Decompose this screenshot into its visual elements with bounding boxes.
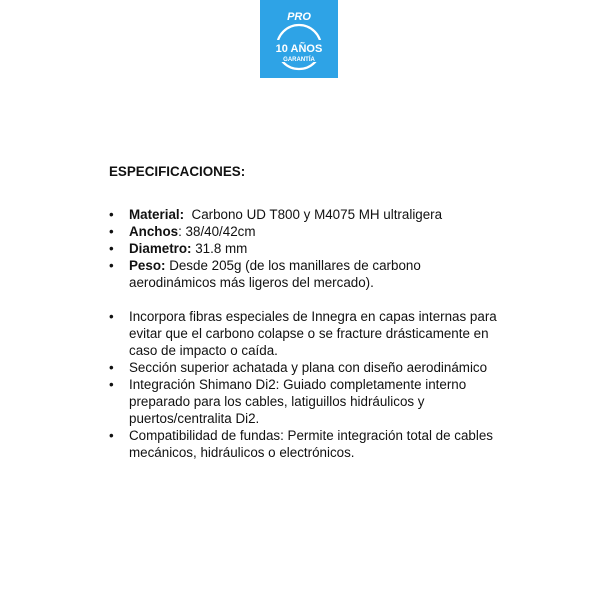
warranty-badge [260, 0, 338, 78]
spec-list [109, 206, 509, 291]
feature-text: Integración Shimano Di2: Guiado completamente interno preparado para los cables, latiguillos hidráulicos y puertos/centralita Di2. [129, 377, 467, 426]
bullet: • [109, 377, 114, 392]
spacer [109, 291, 509, 308]
bullet: • [109, 258, 114, 273]
spec-label: Peso: [129, 258, 166, 273]
list-item [109, 359, 509, 376]
list-item [109, 308, 509, 359]
list-item [109, 257, 509, 291]
bullet: • [109, 309, 114, 324]
list-item [109, 206, 509, 223]
list-item [109, 376, 509, 427]
badge-brand: PRO [287, 11, 311, 23]
warranty-badge-graphic [260, 0, 338, 78]
spec-value: Desde 205g (de los manillares de carbono aerodinámicos más ligeros del mercado). [129, 258, 421, 290]
badge-years: 10 AÑOS [275, 43, 323, 55]
feature-text: Incorpora fibras especiales de Innegra en capas internas para evitar que el carbono colapse o se fracture drásticamente en caso de impacto o caída. [129, 309, 497, 358]
bullet: • [109, 207, 114, 222]
bullet: • [109, 224, 114, 239]
list-item [109, 240, 509, 257]
spec-value: 31.8 mm [191, 241, 248, 256]
feature-text: Compatibilidad de fundas: Permite integración total de cables mecánicos, hidráulicos o electrónicos. [129, 428, 493, 460]
feature-text: Sección superior achatada y plana con diseño aerodinámico [129, 360, 488, 375]
badge-warranty: GARANTÍA [283, 57, 315, 63]
list-item [109, 223, 509, 240]
bullet: • [109, 241, 114, 256]
specifications-section [109, 163, 509, 461]
spec-value: Carbono UD T800 y M4075 MH ultraligera [184, 207, 443, 222]
bullet: • [109, 360, 114, 375]
spec-label: Diametro: [129, 241, 192, 256]
spec-label: Material: [129, 207, 185, 222]
spec-label: Anchos [129, 224, 179, 239]
feature-list [109, 308, 509, 461]
bullet: • [109, 428, 114, 443]
spec-value: : 38/40/42cm [178, 224, 256, 239]
list-item [109, 427, 509, 461]
specs-title: ESPECIFICACIONES: [109, 164, 246, 179]
